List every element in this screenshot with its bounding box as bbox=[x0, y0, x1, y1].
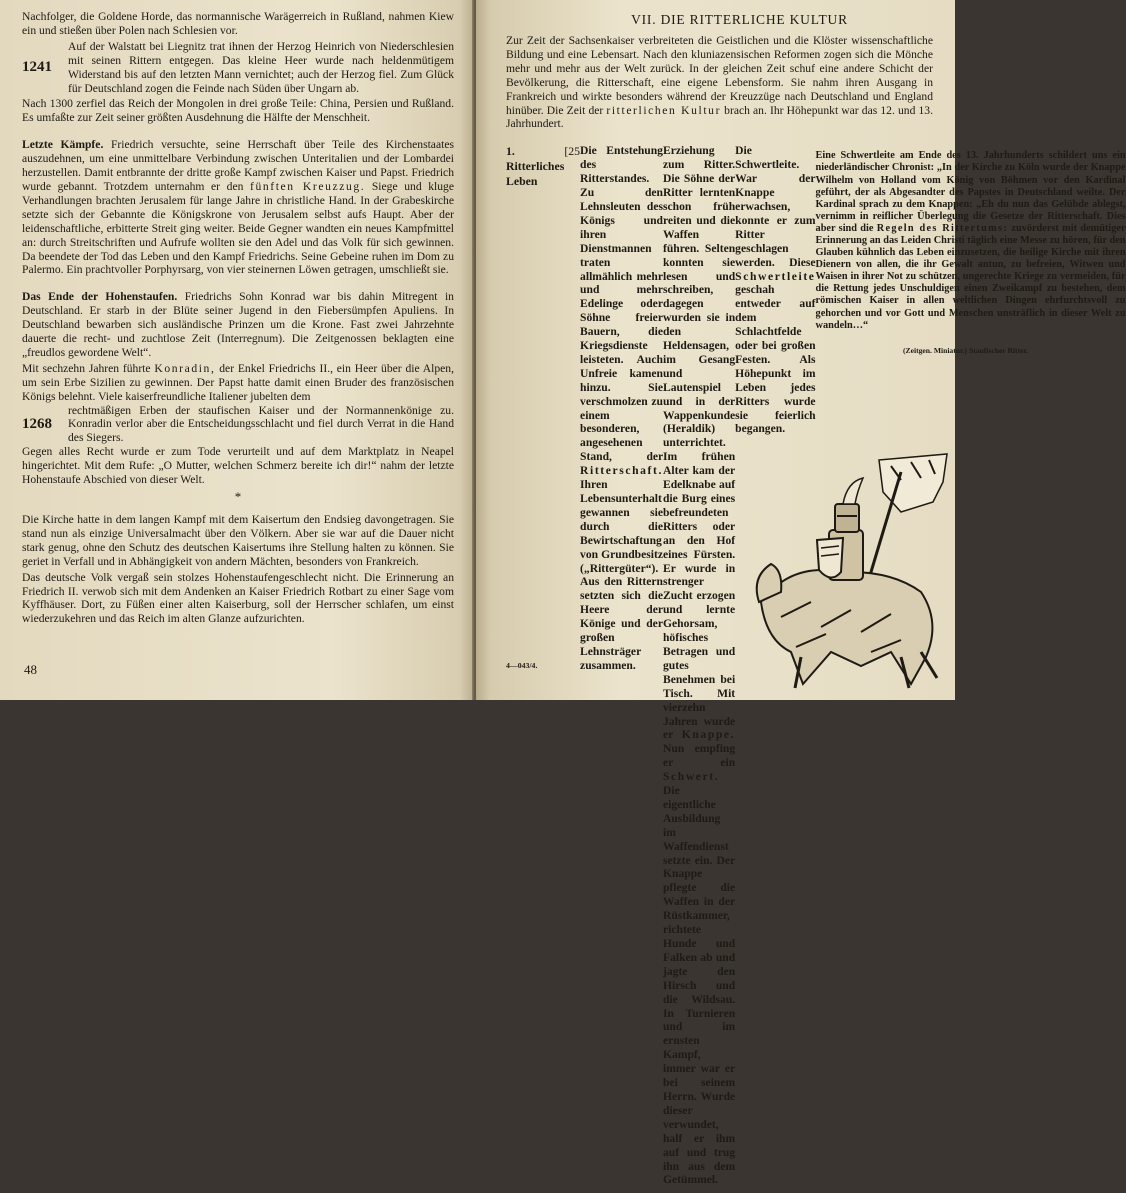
konradin-paragraph bbox=[22, 362, 454, 404]
entstehung-section bbox=[580, 144, 663, 1187]
quote-text-2: zuvörderst mit demütiger Erinnerung an das Leiden Christi täglich eine Messe zu hören, für den Glauben kühnlich das Leben einzusetzen, die heilige Kirche mit ihren Dienern von allen, die ihr Gewalt antun, zu befreien, Witwen und Waisen in ihrer Not zu schützen, ungerechte Kriege zu vermeiden, für die Rettung jedes Unschuldigen einen Zweikampf zu bestehen, dem römischen Kaiser in allen weltlichen Dingen ehrfurchtsvoll zu gehorchen und vor Gott und Menschen unsträflich in dieser Welt zu wandeln…“ bbox=[815, 222, 1126, 331]
erziehung-text-1: Die Söhne der Ritter lernten schon früh reiten und die Waffen führen. Selten konnten sie lesen und schreiben, dagegen wurden sie in den Heldensagen, im Gesang und Lautenspiel und in der Wappenkunde (Heraldik) unterrichtet. Im frühen Alter kam der Edelknabe auf die Burg eines befreundeten Ritters oder an den Hof eines Fürsten. Er wurde in strenger Zucht erzogen und lernte Gehorsam, höfisches Betragen und gutes Benehmen bei Tisch. Mit vierzehn Jahren wurde er bbox=[662, 172, 736, 742]
liegnitz-paragraph: Auf der Walstatt bei Liegnitz trat ihnen der Herzog Heinrich von Niederschlesien mit seinen Rittern entgegen. Das kleine Heer wurde nach heldenmütigem Widerstand bis auf den letzten Mann vernichtet; auch der Herzog fiel. Zum Glück für Deutschland zogen die Feinde nach Süden über Ungarn ab. bbox=[68, 39, 454, 95]
chapter-title: VII. DIE RITTERLICHE KULTUR bbox=[631, 12, 848, 27]
schwertleite-text-1: War der Knappe erwachsen, konnte er zum Ritter geschlagen werden. Diese bbox=[735, 172, 816, 269]
mongol-paragraph: Nach 1300 zerfiel das Reich der Mongolen in drei große Teile: China, Persien und Rußland. Es umfaßte zur Zeit seiner größten Ausdehnung die Hälfte der Menschheit. bbox=[22, 97, 454, 125]
illustration-caption: (Zeitgen. Miniatur.) Staufischer Ritter. bbox=[903, 345, 1029, 355]
right-page bbox=[476, 0, 1126, 1187]
erziehung-section bbox=[663, 144, 735, 1187]
konradin-end: Gegen alles Recht wurde er zum Tode verurteilt und auf dem Marktplatz in Neapel hingerichtet. Mit dem Rufe: „O Mutter, welchen Schmerz bereite ich dir!“ nahm der letzte Hohenstaufe Abschied von dieser Welt. bbox=[22, 445, 454, 487]
erziehung-text-2: Nun empfing er ein bbox=[662, 742, 736, 770]
intro-spaced: ritterlichen Kultur bbox=[606, 103, 722, 117]
kaempfe-spaced: fünften Kreuzzug. bbox=[250, 179, 366, 193]
ende-hohenstaufen-section bbox=[22, 290, 454, 360]
volk-paragraph: Das deutsche Volk vergaß sein stolzes Hohenstaufengeschlecht nicht. Die Erinnerung an Friedrich II. verwob sich mit dem Andenken an Kaiser Friedrich Rotbart zu einer Sage vom Kyffhäuser. Dort, zu Füßen einer alten Kaiserburg, soll der Herrscher schlafen, um einst wiederzukehren und das Reich im alten Glanze aufzurichten. bbox=[22, 570, 454, 626]
chronicle-quote bbox=[816, 150, 1126, 331]
quote-spaced: Regeln des Rittertums: bbox=[876, 222, 1009, 234]
quote-text-1: Eine Schwertleite am Ende des 13. Jahrhunderts schildert uns ein niederländischer Chronist: „In der Kirche zu Köln wurde der Knappe Wilhelm von Holland vom König von Böhmen vor den Kardinal geführt, der als Abgesandter des Papstes in Deutschland weilte. Der Kardinal sprach zu dem Knappen: „Eh du nun das Gelübde ablegst, vernimm in reiflicher Überlegung die Gesetze der Ritterschaft. Dies aber sind die bbox=[815, 150, 1126, 234]
ende-text: Friedrichs Sohn Konrad war bis dahin Mitregent in Deutschland. Er starb in der Blüte seiner Jugend in den Fiebersümpfen Apuliens. In Deutschland bewarben sich ausländische Prinzen um die Krone. Fast zwei Jahrzehnte dauerte die recht- und zuchtlose Zeit (Interregnum). Die Zeitgenossen beklagten eine „freudlos gewordene Welt“. bbox=[22, 290, 454, 359]
year-1241-block bbox=[22, 40, 454, 96]
kaempfe-text-1: Friedrich versuchte, seine Herrschaft über Teile des Kirchenstaates auszudehnen, um eine unmittelbare Verbindung zwischen Unteritalien und der Lombardei herzustellen. Damit entbrannte der dritte große Kampf zwischen Kaiser und Papst. Friedrich wurde gebannt. Trotzdem unternahm er den bbox=[22, 138, 454, 193]
year-1268-block bbox=[22, 404, 454, 446]
intro-text-1: Zur Zeit der Sachsenkaiser verbreiteten die Geistlichen und die Klöster wissenschaftliche Bildung und eine Lebensart. Nach den kluniazensischen Reformen zogen sich die Mönche mehr und mehr aus der Welt zurück. In der gleichen Zeit schuf eine andere Schicht der Bevölkerung, die Ritterschaft, eine eigene Lebensform. Sie nahm ihren Ausgang in Frankreich und wirkte besonders während der Kreuzzüge nach Deutschland und England hinüber. Die Zeit der bbox=[506, 34, 933, 117]
section-title-ende-hohenstaufen: Das Ende der Hohenstaufen. bbox=[22, 290, 178, 304]
print-code: 4—043/4. bbox=[506, 661, 538, 670]
subheading bbox=[506, 144, 1126, 1193]
konradin-spaced: Konradin, bbox=[154, 361, 216, 375]
subheading-reference: [25 bbox=[564, 144, 581, 159]
entstehung-text-2: Ihren Lebensunterhalt gewannen sie durch die Bewirtschaftung von Grundbesitz („Rittergüter“). Aus den Rittern setzten sich die Heere der Könige und der großen Lehnsträger zusammen. bbox=[580, 478, 663, 672]
section-title-letzte-kaempfe: Letzte Kämpfe. bbox=[22, 138, 104, 152]
year-marker-1268: 1268 bbox=[22, 415, 52, 432]
konradin-indented: rechtmäßigen Erben der staufischen Kaiser und der Normannenkönige zu. Konradin verlor aber die Entscheidungsschlacht und fiel durch Verrat in die Hand des Siegers. bbox=[68, 403, 454, 445]
entstehung-text-1: Zu den Lehnsleuten des Königs und ihren Dienstmannen traten allmählich mehr und mehr Edelinge oder Söhne freier Bauern, die Kriegsdienste leisteten. Auch Unfreie kamen hinzu. Sie verschmolzen zu einem besonderen, angesehenen Stand, der bbox=[580, 186, 663, 464]
section-title-entstehung: Die Entstehung des Ritterstandes. bbox=[580, 144, 663, 186]
section-title-schwertleite: Die Schwertleite. bbox=[735, 144, 800, 172]
kirche-paragraph: Die Kirche hatte in dem langen Kampf mit dem Kaisertum den Endsieg davongetragen. Sie stand nun als einzige Universalmacht über den Völkern. Aber sie war auf die Dauer nicht stark genug, ohne den Schutz des deutschen Kaisertums ihre Stellung halten zu können. Sie geriet in Verfall und in Abhängigkeit von andern Mächten, besonders von Frankreich. bbox=[22, 513, 454, 568]
intro-paragraph bbox=[506, 34, 933, 131]
left-page bbox=[0, 0, 474, 700]
schwertleite-spaced: Schwertleite bbox=[735, 269, 816, 283]
section-title-erziehung: Erziehung zum Ritter. bbox=[662, 144, 736, 172]
year-marker-1241: 1241 bbox=[22, 59, 52, 76]
konradin-text-2: der Enkel Friedrichs II., ein Heer über die Alpen, um sein Erbe Sizilien zu gewinnen. Der Papst hatte damit einen Bruder des französischen Königs belehnt. Viele kaiserfreundliche Italiener jubelten dem bbox=[22, 361, 455, 403]
erziehung-spaced-2: Schwert. bbox=[662, 770, 720, 784]
opening-paragraph: Nachfolger, die Goldene Horde, das normannische Warägerreich in Rußland, nahmen Kiew ein und stießen über Polen nach Schlesien vor. bbox=[22, 10, 454, 37]
mounted-knight-illustration bbox=[751, 452, 951, 692]
erziehung-text-3: Die eigentliche Ausbildung im Waffendienst setzte ein. Der Knappe pflegte die Waffen in der Rüstkammer, richtete Hunde und Falken ab und jagte den Hirsch und die Wildsau. In Turnieren und im ernsten Kampf, immer war er bei seinem Herrn. Wurde dieser verwundet, half er ihm auf und trug ihn aus dem Getümmel. bbox=[662, 784, 736, 1187]
page-number-left: 48 bbox=[24, 662, 37, 677]
erziehung-spaced-1: Knappe. bbox=[681, 728, 736, 742]
konradin-text-1: Mit sechzehn Jahren führte bbox=[22, 361, 151, 375]
section-separator: * bbox=[234, 489, 242, 504]
kaempfe-text-2: Siege und kluge Verhandlungen brachten Jerusalem für lange Jahre in christliche Hand. In der Grabeskirche setzte sich der Gebannte die Königskrone von Jerusalem selbst aufs Haupt. Aber der leidenschaftliche, erbitterte Streit ging weiter. Beide Gegner wandten ein neues Kampfmittel an: durch Streitschriften und Aufrufe wollten sie den Adel und das Volk für sich gewinnen. Da beendete der Tod das Leben und den Kampf Friedrichs. Seine Gebeine ruhen im Dom zu Palermo. Ein prachtvoller Porphyrsarg, von vier steinernen Löwen getragen, umschließt sie. bbox=[22, 179, 454, 277]
intro-text-2: brach an. Ihr Höhepunkt war das 12. und 13. Jahrhundert. bbox=[506, 103, 933, 131]
subheading-title: 1. Ritterliches Leben bbox=[506, 144, 565, 189]
letzte-kaempfe-section bbox=[22, 138, 454, 277]
schwertleite-text-2: geschah entweder auf dem Schlachtfelde oder bei großen Festen. Als Höhepunkt im Leben jedes Ritters wurde sie feierlich begangen. bbox=[735, 283, 816, 436]
entstehung-spaced: Ritterschaft. bbox=[580, 464, 663, 478]
